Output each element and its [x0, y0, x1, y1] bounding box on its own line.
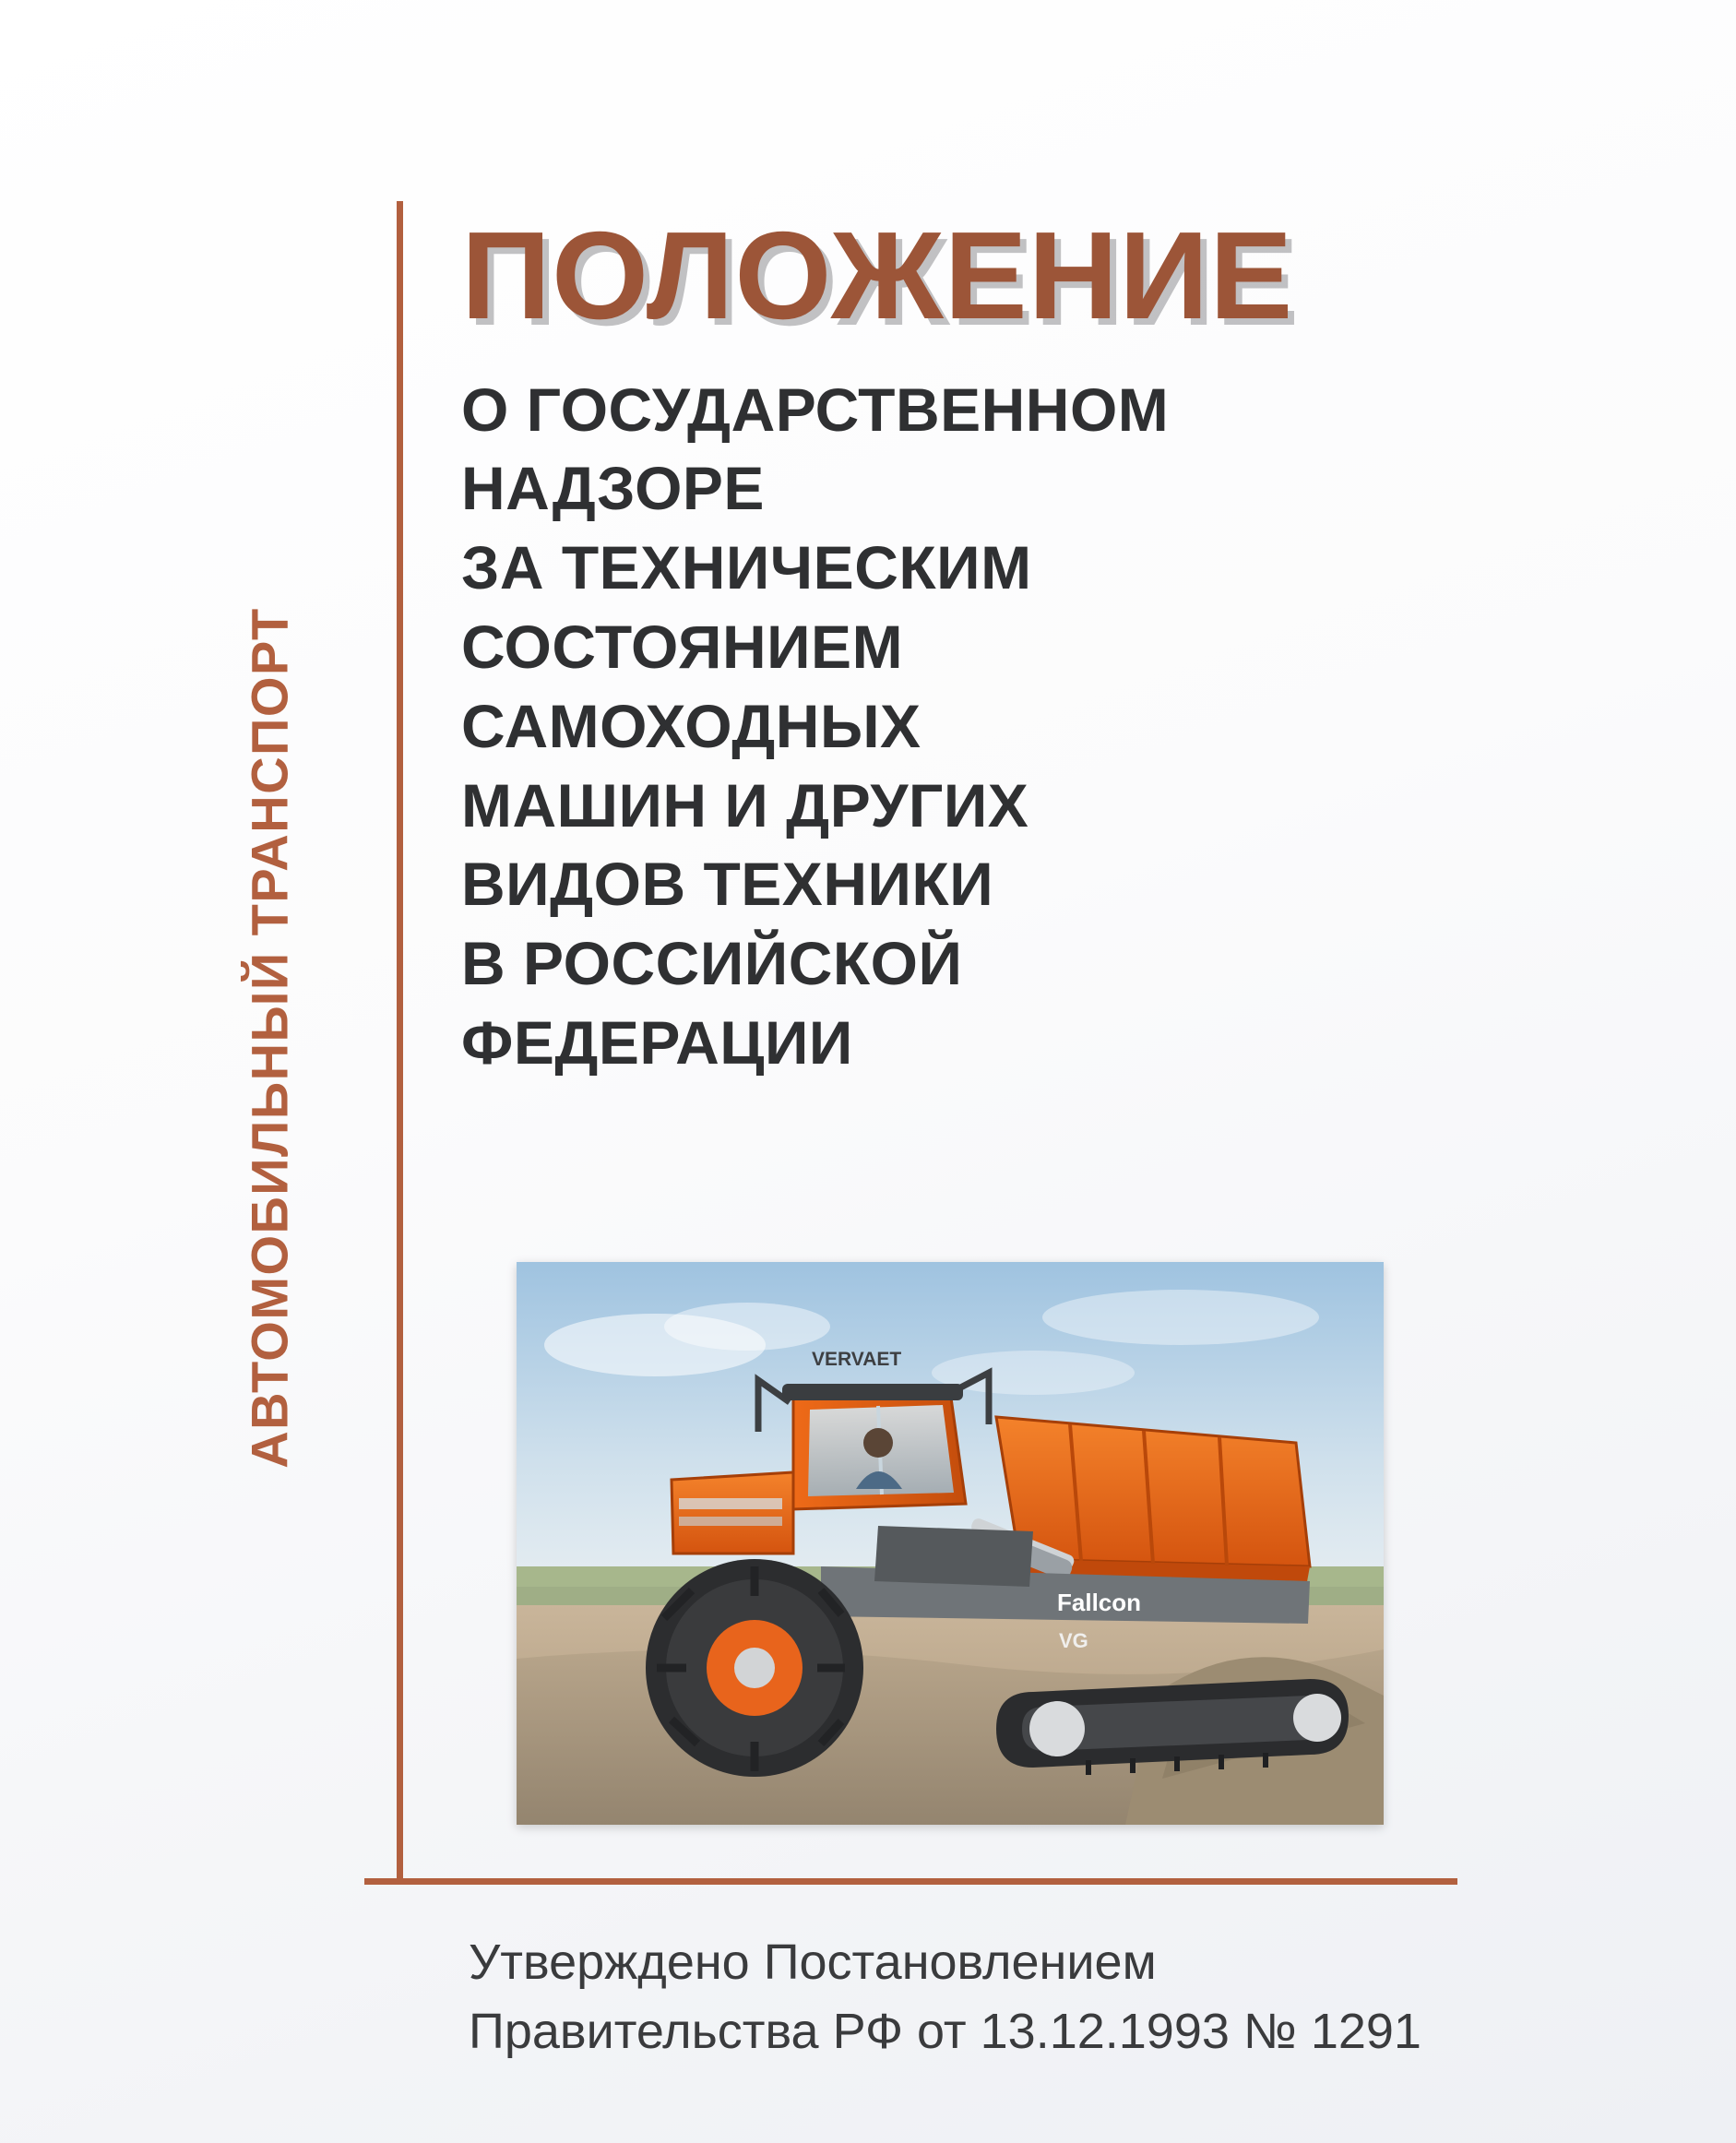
series-title-container	[214, 194, 325, 1882]
subtitle-line: В РОССИЙСКОЙ	[461, 929, 963, 998]
subtitle-line: НАДЗОРЕ	[461, 454, 765, 523]
cover-content	[461, 206, 1448, 1083]
machine-illustration	[517, 1262, 1384, 1825]
front-wheel	[646, 1559, 863, 1777]
series-title: АВТОМОБИЛЬНЫЙ ТРАНСПОРТ	[240, 607, 299, 1469]
subtitle-line: МАШИН И ДРУГИХ	[461, 770, 1029, 839]
approval-line: Утверждено Постановлением	[469, 1935, 1157, 1990]
photo-label-fallcon: Fallcon	[1057, 1589, 1142, 1616]
subtitle-line: О ГОСУДАРСТВЕННОМ	[461, 375, 1170, 444]
photo-label-vg: VG	[1059, 1629, 1088, 1652]
page-title: ПОЛОЖЕНИЕ	[461, 206, 1294, 345]
approval-line: Правительства РФ от 13.12.1993 № 1291	[469, 2003, 1421, 2059]
subtitle-line: ВИДОВ ТЕХНИКИ	[461, 850, 994, 919]
subtitle-line: ЗА ТЕХНИЧЕСКИМ	[461, 533, 1032, 602]
cover-photo	[517, 1262, 1384, 1825]
subtitle-line: ФЕДЕРАЦИИ	[461, 1008, 853, 1077]
approval-note	[469, 1928, 1483, 2066]
horizontal-divider	[364, 1878, 1457, 1885]
photo-label-vervaet: VERVAET	[812, 1349, 902, 1370]
subtitle-line: СОСТОЯНИЕМ	[461, 613, 904, 682]
page-subtitle	[461, 371, 1448, 1083]
vertical-divider	[397, 201, 403, 1882]
subtitle-line: САМОХОДНЫХ	[461, 691, 922, 760]
